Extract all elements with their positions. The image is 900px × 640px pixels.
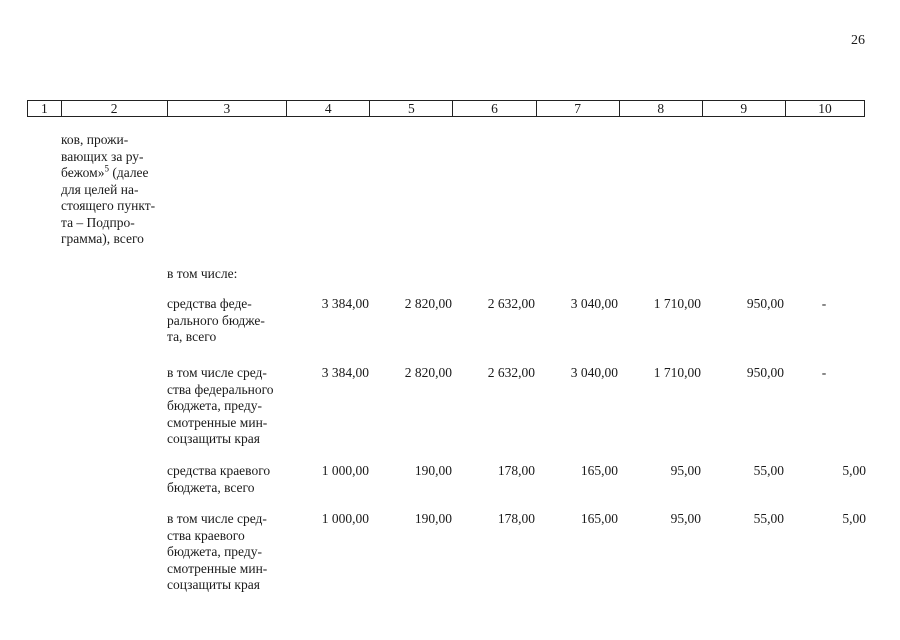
row-label-line: ства краевого	[167, 527, 245, 543]
header-col-10: 10	[818, 101, 832, 116]
header-col-8: 8	[620, 101, 703, 116]
row-label	[167, 296, 287, 346]
cell-col-10: -	[821, 296, 827, 311]
cell-col-4: 3 384,00	[321, 296, 369, 311]
cell-col-7: 165,00	[580, 511, 618, 526]
row-label-line: бюджета, преду-	[167, 544, 262, 559]
cell-col-9: 55,00	[753, 511, 784, 526]
cell-col-8: 1 710,00	[653, 296, 701, 311]
page-number: 26	[851, 33, 865, 48]
cell-col-9: 55,00	[753, 463, 784, 478]
cell-col-4: 3 384,00	[321, 365, 369, 380]
program-name-line: ков, прожи-	[61, 132, 129, 147]
cell-col-5: 190,00	[414, 511, 452, 526]
cell-col-6: 2 632,00	[487, 365, 535, 380]
cell-col-7: 165,00	[580, 463, 618, 478]
header-col-7: 7	[537, 101, 620, 116]
header-col-1: 1	[28, 101, 62, 116]
row-label-line: рального бюдже-	[167, 312, 265, 328]
cell-col-9: 950,00	[746, 365, 784, 380]
cell-col-4: 1 000,00	[321, 463, 369, 478]
including-label: в том числе:	[167, 266, 238, 281]
cell-col-10: -	[821, 365, 827, 380]
row-label-line: бюджета, всего	[167, 479, 255, 495]
cell-col-9: 950,00	[746, 296, 784, 311]
table-header-row	[27, 100, 865, 117]
program-name-line: та – Подпро-	[61, 214, 135, 230]
cell-col-8: 95,00	[670, 511, 701, 526]
header-col-2: 2	[62, 101, 168, 116]
program-name-line: бежом»$^5$ (далее	[61, 163, 149, 180]
row-label-line: бюджета, преду-	[167, 398, 262, 413]
cell-col-6: 178,00	[497, 463, 535, 478]
program-name	[61, 132, 165, 248]
cell-col-4: 1 000,00	[321, 511, 369, 526]
header-col-6: 6	[453, 101, 536, 116]
cell-col-8: 95,00	[670, 463, 701, 478]
header-col-3: 3	[168, 101, 288, 116]
row-label	[167, 511, 287, 594]
row-label-line: смотренные мин-	[167, 560, 268, 576]
row-label-line: в том числе сред-	[167, 365, 267, 380]
cell-col-5: 190,00	[414, 463, 452, 478]
cell-col-5: 2 820,00	[404, 296, 452, 311]
row-label	[167, 365, 287, 448]
cell-col-10: 5,00	[842, 511, 866, 526]
header-col-5: 5	[370, 101, 453, 116]
row-label-line: смотренные мин-	[167, 414, 268, 430]
cell-col-8: 1 710,00	[653, 365, 701, 380]
program-name-line: грамма), всего	[61, 231, 144, 246]
header-col-9: 9	[703, 101, 786, 116]
row-label-line: та, всего	[167, 329, 217, 344]
program-name-line: вающих за ру-	[61, 148, 144, 164]
row-label-line: ства федерального	[167, 381, 274, 397]
row-label-line: средства феде-	[167, 296, 252, 311]
header-col-4: 4	[287, 101, 370, 116]
cell-col-10: 5,00	[842, 463, 866, 478]
row-label	[167, 463, 287, 496]
footnote-marker: 5	[104, 163, 109, 174]
row-label-line: средства краевого	[167, 463, 271, 478]
cell-col-6: 178,00	[497, 511, 535, 526]
program-name-line: для целей на-	[61, 181, 139, 197]
row-label-line: соцзащиты края	[167, 431, 260, 446]
program-name-line: стоящего пункт-	[61, 198, 156, 213]
cell-col-7: 3 040,00	[570, 296, 618, 311]
row-label-line: в том числе сред-	[167, 511, 267, 526]
cell-col-6: 2 632,00	[487, 296, 535, 311]
cell-col-7: 3 040,00	[570, 365, 618, 380]
cell-col-5: 2 820,00	[404, 365, 452, 380]
row-label-line: соцзащиты края	[167, 577, 260, 592]
